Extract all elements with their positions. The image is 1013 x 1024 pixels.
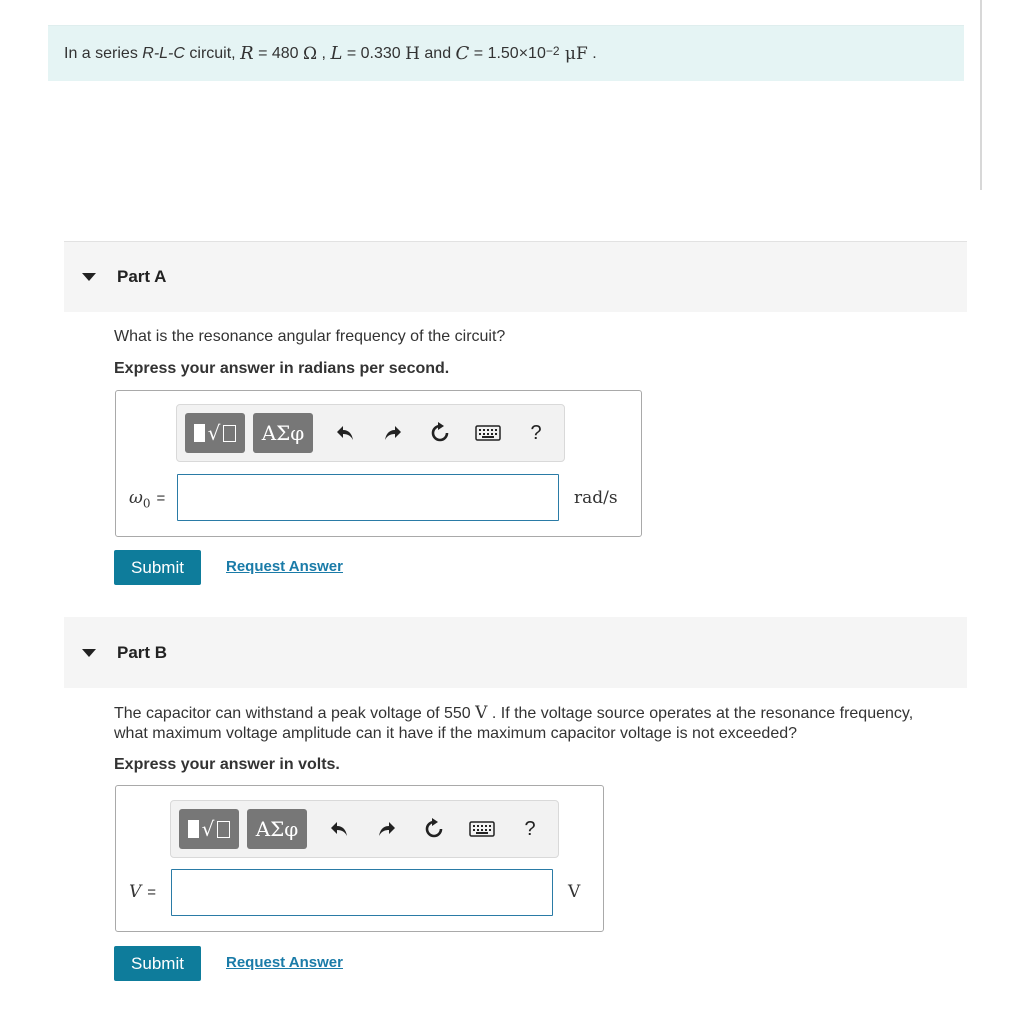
part-b-answer-input[interactable]: [171, 869, 553, 916]
part-a-unit: rad/s: [574, 488, 618, 508]
part-b-question-pre: The capacitor can withstand a peak voltage of 550: [114, 705, 476, 722]
part-a-question: What is the resonance angular frequency of the circuit?: [114, 328, 506, 345]
omega-subscript: 0: [142, 496, 151, 511]
help-label: ?: [524, 817, 536, 840]
omega-symbol: ω: [129, 488, 143, 508]
part-b-question-line2: what maximum voltage amplitude can it have if the maximum capacitor voltage is not exceeded?: [114, 725, 798, 742]
part-b-question: [114, 703, 954, 744]
part-b-title: Part B: [117, 642, 168, 662]
templates-button[interactable]: [185, 413, 245, 453]
intro-prefix: In a series: [64, 44, 143, 62]
templates-button[interactable]: [179, 809, 239, 849]
greek-symbols-button[interactable]: [253, 413, 313, 453]
intro-circuit-word: circuit,: [184, 44, 241, 62]
part-a-answer-box: [115, 390, 642, 537]
help-button[interactable]: [522, 419, 550, 447]
right-divider: [980, 0, 982, 190]
part-b-unit: V: [568, 882, 581, 902]
l-value: = 0.330: [342, 44, 406, 62]
sep1: ,: [317, 44, 331, 62]
caret-down-icon[interactable]: [82, 649, 96, 657]
redo-icon[interactable]: [379, 419, 407, 447]
l-symbol: L: [330, 43, 343, 64]
part-b-request-answer-link[interactable]: Request Answer: [226, 954, 343, 971]
part-a-instruction: Express your answer in radians per second.: [114, 360, 450, 377]
greek-label: ΑΣφ: [255, 817, 299, 841]
greek-label: ΑΣφ: [261, 421, 305, 445]
undo-icon[interactable]: [331, 419, 359, 447]
keyboard-icon[interactable]: [468, 815, 496, 843]
part-a-equals: =: [156, 490, 166, 507]
part-a-title: Part A: [117, 267, 167, 286]
part-b-variable: [129, 882, 156, 902]
part-a-variable: [129, 488, 165, 510]
part-a-header[interactable]: [64, 241, 967, 312]
reset-icon[interactable]: [426, 419, 454, 447]
r-value: = 480: [253, 44, 303, 62]
v-symbol: V: [129, 882, 142, 902]
r-unit: Ω: [303, 43, 318, 64]
r-symbol: R: [240, 43, 254, 64]
part-b-question-unit: V: [475, 703, 488, 723]
and-word: and: [419, 44, 456, 62]
part-a-math-toolbar: [176, 404, 565, 462]
part-a-request-answer-link[interactable]: Request Answer: [226, 558, 343, 575]
intro-end: .: [587, 44, 597, 62]
help-button[interactable]: [516, 815, 544, 843]
part-b-equals: =: [147, 884, 157, 901]
part-b-math-toolbar: [170, 800, 559, 858]
part-b-instruction: Express your answer in volts.: [114, 756, 340, 773]
part-a-answer-input[interactable]: [177, 474, 559, 521]
undo-icon[interactable]: [325, 815, 353, 843]
templates-icon: √: [188, 817, 231, 841]
part-a-submit-button[interactable]: Submit: [114, 550, 201, 585]
part-b-question-post: . If the voltage source operates at the resonance frequency,: [487, 705, 914, 722]
part-b-header[interactable]: [64, 617, 967, 688]
keyboard-icon[interactable]: [474, 419, 502, 447]
problem-statement: [48, 25, 964, 81]
c-unit: μF: [559, 43, 588, 64]
greek-symbols-button[interactable]: [247, 809, 307, 849]
c-value: = 1.50×10: [469, 44, 546, 62]
help-label: ?: [530, 421, 542, 444]
c-symbol: C: [455, 43, 470, 64]
c-exponent: −2: [545, 43, 560, 58]
circuit-type: R-L-C: [142, 44, 185, 62]
part-b-answer-box: [115, 785, 604, 932]
redo-icon[interactable]: [373, 815, 401, 843]
caret-down-icon[interactable]: [82, 273, 96, 281]
part-b-submit-button[interactable]: Submit: [114, 946, 201, 981]
l-unit: H: [405, 43, 420, 64]
templates-icon: √: [194, 421, 237, 445]
reset-icon[interactable]: [420, 815, 448, 843]
